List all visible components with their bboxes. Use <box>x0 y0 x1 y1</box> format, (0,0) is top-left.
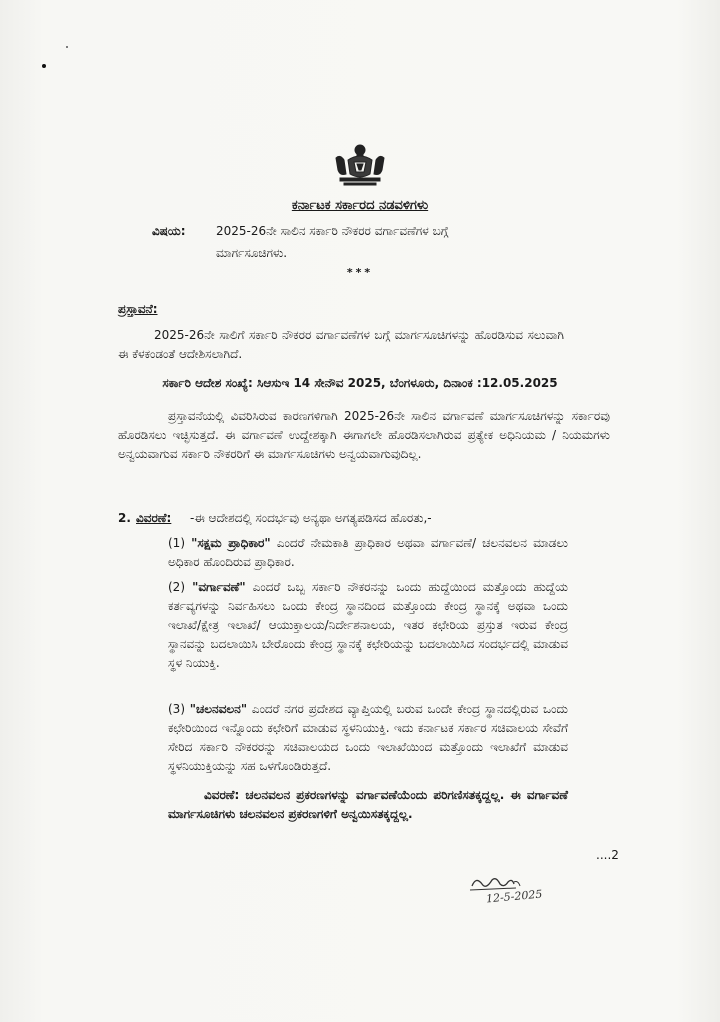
separator: *** <box>346 266 374 279</box>
subject-line-1: 2025-26ನೇ ಸಾಲಿನ ಸರ್ಕಾರಿ ನೌಕರರ ವರ್ಗಾವಣೆಗಳ ಬಗ್ಗೆ <box>216 224 449 238</box>
definition-item-3 <box>168 700 568 776</box>
preamble-title: ಪ್ರಸ್ತಾವನೆ: <box>118 302 158 316</box>
definition-item-2 <box>168 578 568 673</box>
item-text: ಎಂದರೆ ನೇಮಕಾತಿ ಪ್ರಾಧಿಕಾರ ಅಥವಾ ವರ್ಗಾವಣೆ/ ಚಲನವಲನ ಮಾಡಲು ಅಧಿಕಾರ ಹೊಂದಿರುವ ಪ್ರಾಧಿಕಾರ. <box>168 536 568 569</box>
scan-speck <box>66 46 68 48</box>
definition-item-1 <box>168 534 568 572</box>
karnataka-emblem-icon <box>330 140 390 188</box>
paragraph-1: ಪ್ರಸ್ತಾವನೆಯಲ್ಲಿ ವಿವರಿಸಿರುವ ಕಾರಣಗಳಿಗಾಗಿ 2025-26ನೇ ಸಾಲಿನ ವರ್ಗಾವಣೆ ಮಾರ್ಗಸೂಚಿಗಳನ್ನು ಸರ್ಕಾರವು ಹೊರಡಿಸಲು ಇಚ್ಛಿಸುತ್ತದೆ. ಈ ವರ್ಗಾವಣೆ ಉದ್ದೇಶಕ್ಕಾಗಿ ಈಗಾಗಲೇ ಹೊರಡಿಸಲಾಗಿರುವ ಪ್ರತ್ಯೇಕ ಅಧಿನಿಯಮ / ನಿಯಮಗಳು ಅನ್ವಯವಾಗುವ ಸರ್ಕಾರಿ ನೌಕರರಿಗೆ ಈ ಮಾರ್ಗಸೂಚಿಗಳು ಅನ್ವಯವಾಗುವುದಿಲ್ಲ. <box>118 409 610 461</box>
item-term: "ವರ್ಗಾವಣೆ" <box>192 580 246 594</box>
item-text: ಎಂದರೆ ನಗರ ಪ್ರದೇಶದ ವ್ಯಾಪ್ತಿಯಲ್ಲಿ ಬರುವ ಒಂದೇ ಕೇಂದ್ರ ಸ್ಥಾನದಲ್ಲಿರುವ ಒಂದು ಕಛೇರಿಯಿಂದ ಇನ್ನೊಂದು ಕಛೇರಿಗೆ ಮಾಡುವ ಸ್ಥಳನಿಯುಕ್ತಿ. ಇದು ಕರ್ನಾಟಕ ಸರ್ಕಾರ ಸಚಿವಾಲಯ ಸೇವೆಗೆ ಸೇರಿದ ಸರ್ಕಾರಿ ನೌಕರರನ್ನು ಸಚಿವಾಲಯದ ಒಂದು ಇಲಾಖೆಯಿಂದ ಮತ್ತೊಂದು ಇಲಾಖೆಗೆ ಮಾಡುವ ಸ್ಥಳನಿಯುಕ್ತಿಯನ್ನು ಸಹ ಒಳಗೊಂಡಿರುತ್ತದೆ. <box>168 702 568 773</box>
section-2-number: 2. <box>118 511 131 525</box>
signature-date: 12-5-2025 <box>485 887 543 906</box>
subject-label: ವಿಷಯ: <box>152 224 186 238</box>
document-heading: ಕರ್ನಾಟಕ ಸರ್ಕಾರದ ನಡವಳಿಗಳು <box>291 198 429 213</box>
item-text: ಎಂದರೆ ಒಬ್ಬ ಸರ್ಕಾರಿ ನೌಕರನನ್ನು ಒಂದು ಹುದ್ದೆಯಿಂದ ಮತ್ತೊಂದು ಹುದ್ದೆಯ ಕರ್ತವ್ಯಗಳನ್ನು ನಿರ್ವಹಿಸಲು ಒಂದು ಕೇಂದ್ರ ಸ್ಥಾನದಿಂದ ಮತ್ತೊಂದು ಕೇಂದ್ರ ಸ್ಥಾನಕ್ಕೆ ಅಥವಾ ಒಂದು ಇಲಾಖೆ/ಕ್ಷೇತ್ರ ಇಲಾಖೆ/ ಆಯುಕ್ತಾಲಯ/ನಿರ್ದೇಶನಾಲಯ, ಇತರ ಕಛೇರಿಯ ಪ್ರಸ್ತುತ ಇರುವ ಕೇಂದ್ರ ಸ್ಥಾನವನ್ನು ಬದಲಾಯಿಸಿ ಬೇರೊಂದು ಕೇಂದ್ರ ಸ್ಥಾನಕ್ಕೆ ಕಛೇರಿಯನ್ನು ಬದಲಾಯಿಸಿದ ಸಂದರ್ಭದಲ್ಲಿ ಮಾಡುವ ಸ್ಥಳ ನಿಯುಕ್ತಿ. <box>168 580 568 670</box>
item-term: "ಸಕ್ಷಮ ಪ್ರಾಧಿಕಾರ" <box>191 536 271 550</box>
item-term: "ಚಲನವಲನ" <box>189 702 248 716</box>
government-order-number: ಸರ್ಕಾರಿ ಆದೇಶ ಸಂಖ್ಯೆ: ಸಿಆಸುಇ 14 ಸೇನೌವ 2025, ಬೆಂಗಳೂರು, ದಿನಾಂಕ :12.05.2025 <box>162 376 558 390</box>
section-2-title: ವಿವರಣೆ: <box>136 511 172 525</box>
page-continuation: ....2 <box>596 848 619 862</box>
scan-speck <box>42 64 46 68</box>
subject-line-2: ಮಾರ್ಗಸೂಚಿಗಳು. <box>216 246 288 260</box>
item-number: (2) <box>168 580 185 594</box>
item-number: (1) <box>168 536 185 550</box>
preamble-text: 2025-26ನೇ ಸಾಲಿಗೆ ಸರ್ಕಾರಿ ನೌಕರರ ವರ್ಗಾವಣೆಗಳ ಬಗ್ಗೆ ಮಾರ್ಗಸೂಚಿಗಳನ್ನು ಹೊರಡಿಸುವ ಸಲುವಾಗಿ ಈ ಕೆಳಕಂಡಂತೆ ಆದೇಶಿಸಲಾಗಿದೆ. <box>118 328 564 361</box>
explanation-note: ವಿವರಣೆ: ಚಲನವಲನ ಪ್ರಕರಣಗಳನ್ನು ವರ್ಗಾವಣೆಯೆಂದು ಪರಿಗಣಿಸತಕ್ಕದ್ದಲ್ಲ. ಈ ವರ್ಗಾವಣೆ ಮಾರ್ಗಸೂಚಿಗಳು ಚಲನವಲನ ಪ್ರಕರಣಗಳಿಗೆ ಅನ್ವಯಿಸತಕ್ಕದ್ದಲ್ಲ. <box>168 788 568 821</box>
section-2-intro: -ಈ ಆದೇಶದಲ್ಲಿ ಸಂದರ್ಭವು ಅನ್ಯಥಾ ಅಗತ್ಯಪಡಿಸದ ಹೊರತು,- <box>190 511 432 525</box>
item-number: (3) <box>168 702 185 716</box>
